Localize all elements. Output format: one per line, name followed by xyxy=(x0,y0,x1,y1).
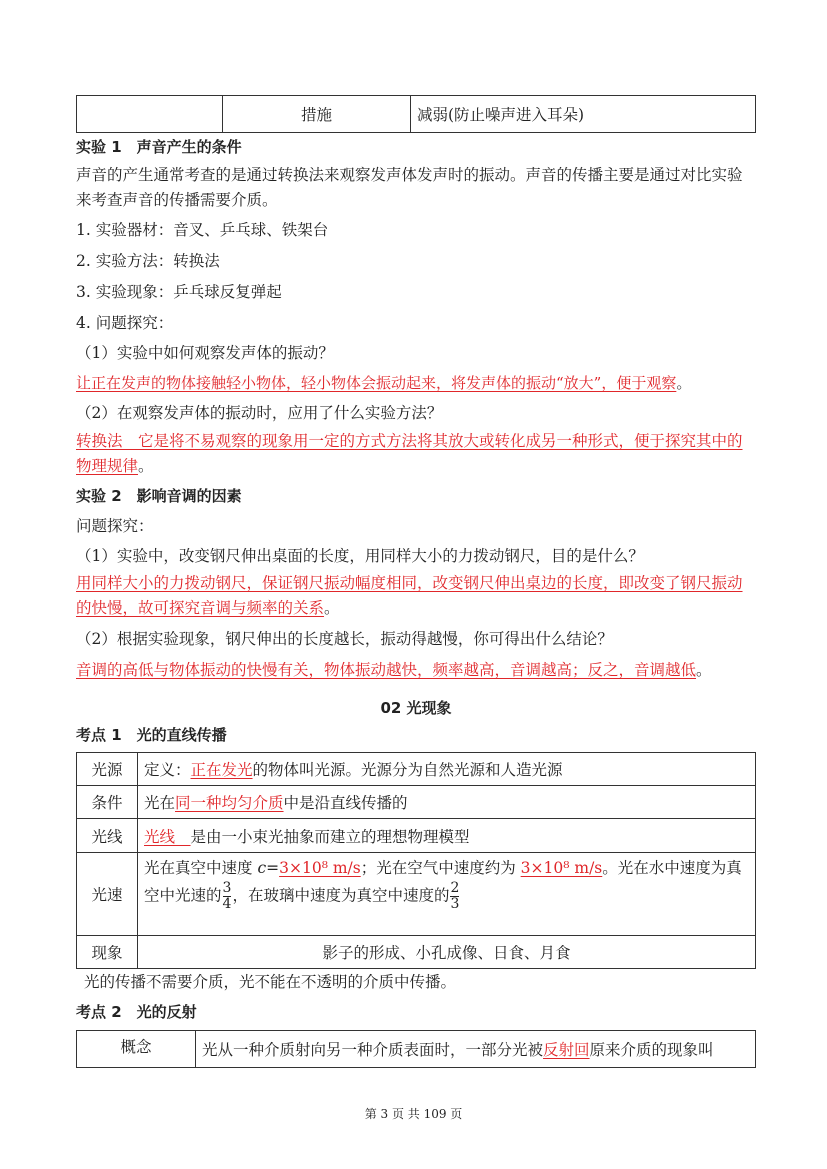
kp1-title: 考点 1 光的直线传播 xyxy=(76,726,227,744)
denominator: 4 xyxy=(222,896,232,912)
exp1-answer: 让正在发声的物体接触轻小物体，轻小物体会振动起来，将发声体的振动“放大”，便于观察 xyxy=(76,374,677,392)
empty-cell xyxy=(77,96,223,133)
light-propagation-table xyxy=(76,752,756,969)
noise-table xyxy=(76,95,756,133)
punct: 。 xyxy=(138,457,154,475)
exp1-item: 3. 实验现象：乒乓球反复弹起 xyxy=(76,283,282,301)
page-footer: 第 3 页 共 109 页 xyxy=(364,1107,463,1121)
row-label: 概念 xyxy=(77,1031,196,1068)
kp1-note: 光的传播不需要介质，光不能在不透明的介质中传播。 xyxy=(84,973,457,991)
exp1-question: （1）实验中如何观察发声体的振动？ xyxy=(76,344,334,362)
exp2-question: （2）根据实验现象，钢尺伸出的长度越长，振动得越慢，你可得出什么结论？ xyxy=(76,630,613,648)
answer: 光线 xyxy=(144,827,191,846)
table-cell: 减弱(防止噪声进入耳朵) xyxy=(411,96,756,133)
text: 是由一小束光抽象而建立的理想物理模型 xyxy=(190,827,470,846)
text: 光从一种介质射向另一种介质表面时，一部分光被 xyxy=(202,1041,544,1059)
answer: 3×10⁸ m/s xyxy=(279,859,361,877)
punct: 。 xyxy=(696,661,712,679)
exp2-question: （1）实验中，改变钢尺伸出桌面的长度，用同样大小的力拨动钢尺，目的是什么？ xyxy=(76,547,644,565)
row-label: 条件 xyxy=(77,786,138,819)
answer: 同一种均匀介质 xyxy=(175,794,284,812)
exp2-title: 实验 2 影响音调的因素 xyxy=(76,487,242,505)
exp1-answer: 转换法 它是将不易观察的现象用一定的方式方法将其放大或转化成另一种形式，便于探究其中的物理规律 xyxy=(76,432,743,475)
answer: 正在发光 xyxy=(190,761,253,779)
text: 光在真空中速度 xyxy=(144,859,258,877)
answer: 3×10⁸ m/s xyxy=(520,859,603,877)
exp1-intro: 声音的产生通常考查的是通过转换法来观察发声体发声时的振动。声音的传播主要是通过对比实验来考查声音的传播需要介质。 xyxy=(76,166,743,209)
numerator: 2 xyxy=(450,880,460,896)
exp2-answer: 音调的高低与物体振动的快慢有关，物体振动越快，频率越高，音调越高；反之，音调越低 xyxy=(76,661,697,679)
section-title: 02 光现象 xyxy=(380,699,452,717)
exp1-question: （2）在观察发声体的振动时，应用了什么实验方法？ xyxy=(76,404,443,422)
text: 的物体叫光源。光源分为自然光源和人造光源 xyxy=(252,761,563,779)
symbol: c xyxy=(257,859,267,877)
exp1-item: 2. 实验方法：转换法 xyxy=(76,252,220,270)
kp2-title: 考点 2 光的反射 xyxy=(76,1003,197,1021)
row-label: 光源 xyxy=(77,753,138,786)
table-cell: 措施 xyxy=(223,96,411,133)
exp1-title: 实验 1 声音产生的条件 xyxy=(76,138,242,156)
text: 光在 xyxy=(144,794,176,812)
reflection-table xyxy=(76,1030,756,1068)
exp1-item: 1. 实验器材：音叉、乒乓球、铁架台 xyxy=(76,221,329,239)
text: ，在玻璃中速度为真空中速度的 xyxy=(232,886,450,905)
denominator: 3 xyxy=(450,896,460,912)
text: 。光在水中速度为真空中光速的 xyxy=(144,859,742,905)
text: 中是沿直线传播的 xyxy=(283,794,408,812)
fraction xyxy=(450,881,459,912)
text: 影子的形成、小孔成像、日食、月食 xyxy=(138,936,756,969)
punct: 。 xyxy=(324,599,340,617)
numerator: 3 xyxy=(222,880,232,896)
fraction xyxy=(223,881,232,912)
row-label: 光速 xyxy=(77,853,138,936)
punct: 。 xyxy=(676,374,692,392)
row-label: 光线 xyxy=(77,819,138,853)
exp1-item: 4. 问题探究： xyxy=(76,314,174,332)
text: 定义： xyxy=(144,761,191,779)
text: ；光在空气中速度约为 xyxy=(360,859,521,877)
exp2-answer: 用同样大小的力拨动钢尺，保证钢尺振动幅度相同，改变钢尺伸出桌边的长度，即改变了钢尺振动的快慢，故可探究音调与频率的关系 xyxy=(76,574,743,617)
row-label: 现象 xyxy=(77,936,138,969)
text: = xyxy=(266,859,280,877)
exp2-label: 问题探究： xyxy=(76,517,154,535)
text: 原来介质的现象叫 xyxy=(589,1041,714,1059)
answer: 反射回 xyxy=(543,1041,590,1059)
